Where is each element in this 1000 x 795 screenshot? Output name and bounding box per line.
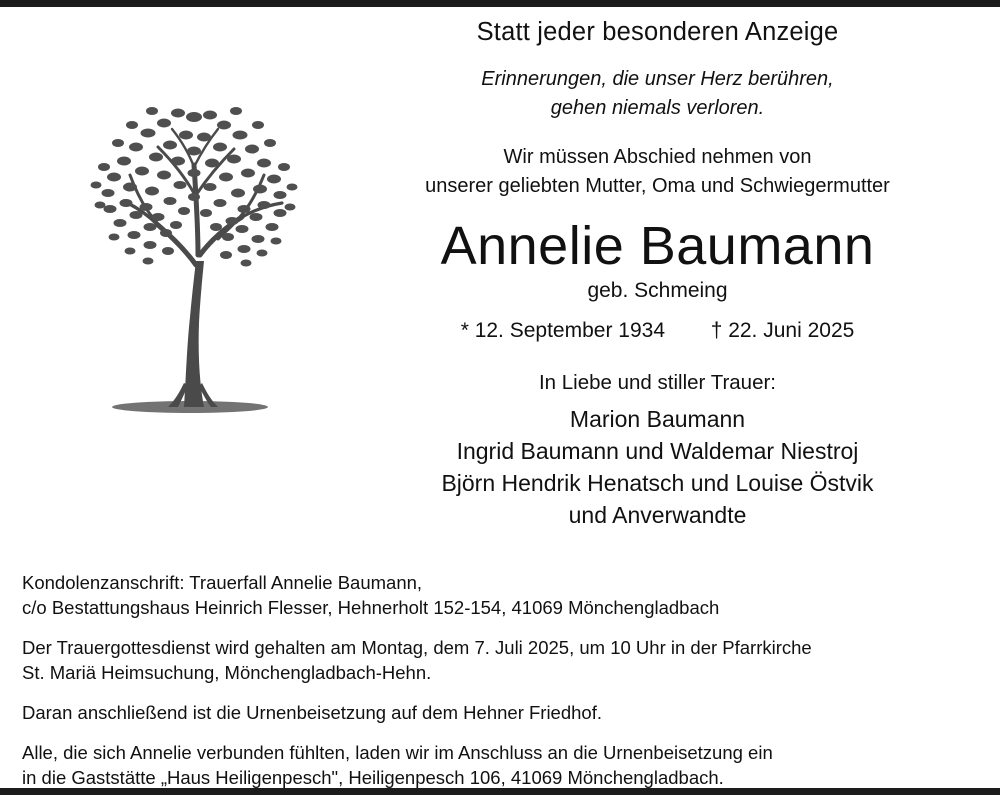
notice-heading: Statt jeder besonderen Anzeige (476, 18, 839, 46)
death-date: † 22. Juni 2025 (710, 319, 855, 342)
funeral-service-info (22, 635, 980, 685)
tree-illustration (18, 55, 338, 425)
life-dates (330, 319, 985, 343)
condolence-address (22, 570, 980, 620)
intro-text (330, 143, 985, 201)
notice-footer (22, 570, 980, 790)
reception-info (22, 740, 980, 790)
birth-date: * 12. September 1934 (460, 319, 665, 342)
poem-line-2: gehen niemals verloren. (550, 97, 765, 119)
intro-line-2: unserer geliebten Mutter, Oma und Schwiegermutter (425, 175, 890, 197)
condolence-line-2: c/o Bestattungshaus Heinrich Flesser, Hehnerholt 152-154, 41069 Mönchengladbach (22, 597, 720, 618)
condolence-line-1: Kondolenzanschrift: Trauerfall Annelie Baumann, (22, 572, 423, 593)
mourner-line: Marion Baumann (569, 406, 746, 432)
mourner-line: Björn Hendrik Henatsch und Louise Östvik (441, 470, 874, 496)
reception-line-2: in die Gaststätte „Haus Heiligenpesch", Heiligenpesch 106, 41069 Mönchengladbach. (22, 767, 724, 788)
reception-line-1: Alle, die sich Annelie verbunden fühlten, laden wir im Anschluss an die Urnenbeisetzung ein (22, 742, 773, 763)
bottom-border-rule (0, 788, 1000, 795)
intro-line-1: Wir müssen Abschied nehmen von (503, 146, 812, 168)
mourner-line: Ingrid Baumann und Waldemar Niestroj (456, 438, 859, 464)
deceased-name: Annelie Baumann (440, 216, 875, 276)
mourning-heading: In Liebe und stiller Trauer: (538, 371, 777, 394)
burial-info (22, 700, 980, 725)
service-line-2: St. Mariä Heimsuchung, Mönchengladbach-Hehn. (22, 662, 432, 683)
burial-line: Daran anschließend ist die Urnenbeisetzung auf dem Hehner Friedhof. (22, 702, 602, 723)
poem-line-1: Erinnerungen, die unser Herz berühren, (481, 68, 834, 90)
poem (330, 65, 985, 123)
notice-content (330, 18, 985, 531)
mourners-list (330, 403, 985, 531)
top-border-rule (0, 0, 1000, 7)
mourner-line: und Anverwandte (568, 502, 747, 528)
maiden-name: geb. Schmeing (587, 279, 728, 302)
service-line-1: Der Trauergottesdienst wird gehalten am Montag, dem 7. Juli 2025, um 10 Uhr in der Pfarrkirche (22, 637, 812, 658)
